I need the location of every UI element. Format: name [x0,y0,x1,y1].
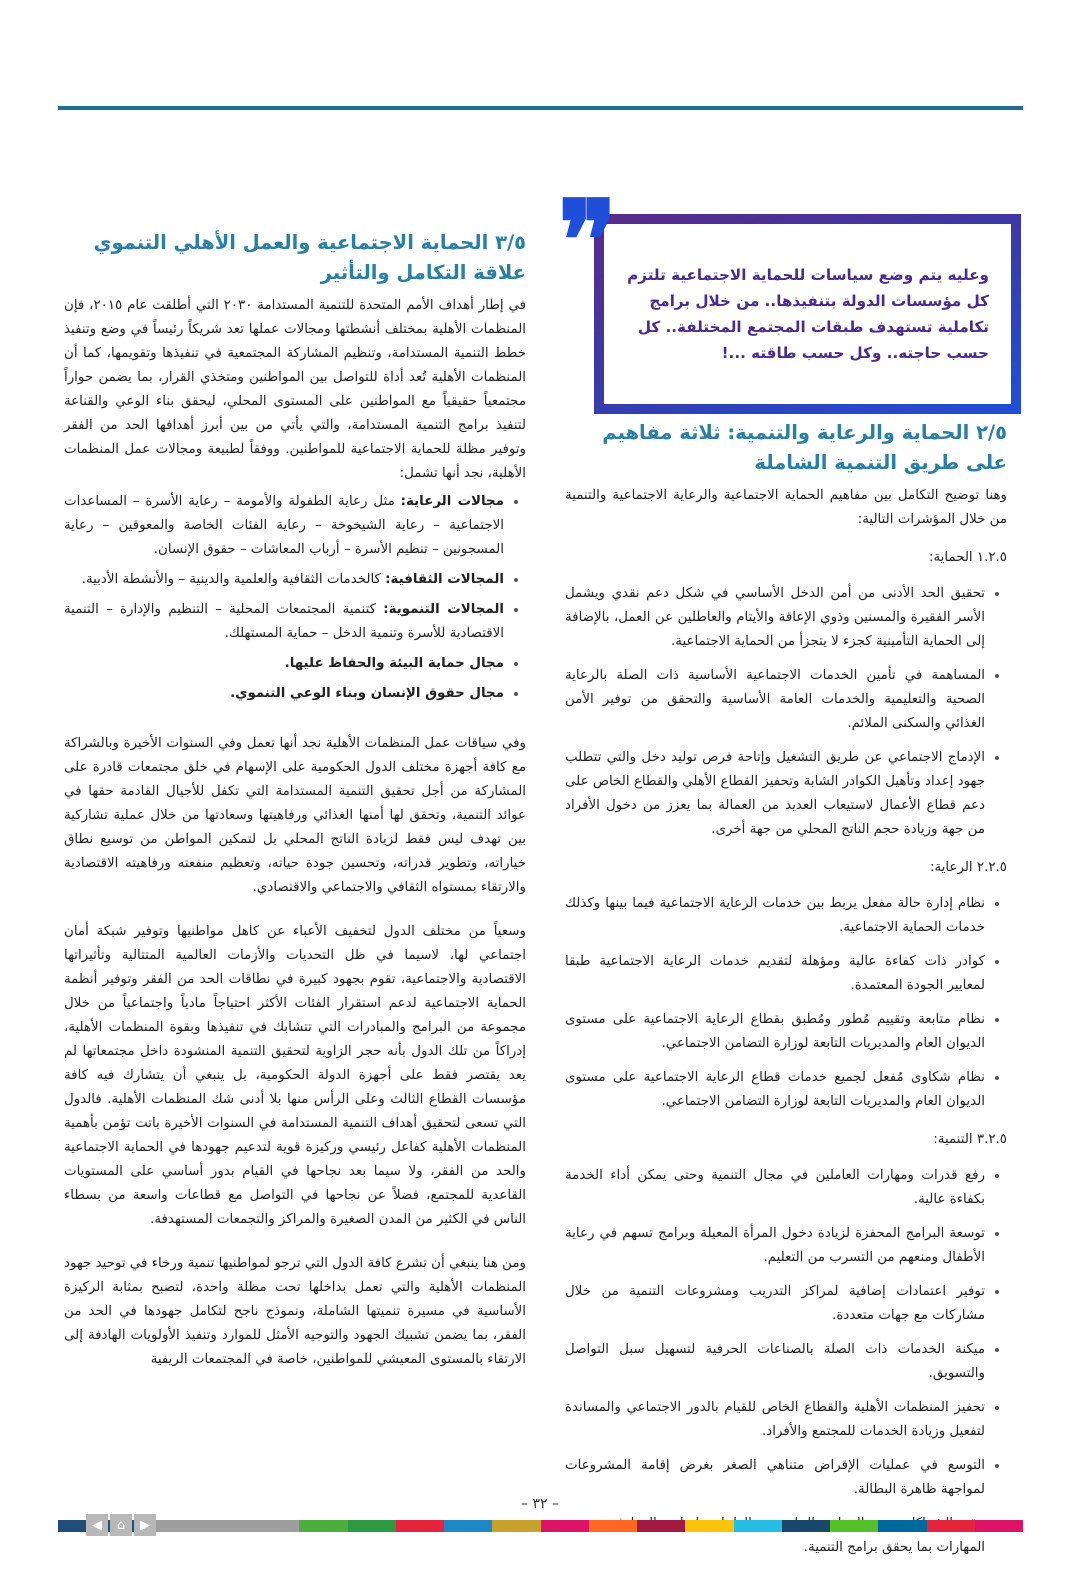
protection-list [565,582,1007,842]
footer-color-segment [975,1520,1023,1532]
field-text: مثل رعاية الطفولة والأمومة – رعاية الأسرة – المساعدات الاجتماعية – رعاية الشيخوخة – رعاية الفئات الخاصة والمعوقين – رعاية المسجونين – تنظيم الأسرة – أرباب المعاشات – حقوق الإنسان. [64,494,504,557]
top-rule [58,106,1023,110]
right-column [565,418,1007,1570]
footer-color-segment [492,1520,540,1532]
footer-color-segment [299,1520,347,1532]
section-heading-3-5: ٣/٥ الحماية الاجتماعية والعمل الأهلي التنموي علاقة التكامل والتأثير [93,231,526,284]
field-text: كالخدمات الثقافية والعلمية والدينية – والأنشطة الأدبية. [81,572,386,587]
list-item [64,682,504,706]
list-item: • نظام إدارة حالة مفعل يربط بين خدمات الرعاية الاجتماعية فيما بينها وكذلك خدمات الحماية الاجتماعية. [565,892,985,940]
prev-page-button[interactable]: ◀ [86,1514,108,1536]
field-label: مجالات الرعاية: [400,494,504,509]
footer-color-segment [830,1520,878,1532]
footer-color-segment [878,1520,926,1532]
list-item [64,652,504,676]
footer-color-segment [637,1520,685,1532]
list-item: • كوادر ذات كفاءة عالية ومؤهلة لتقديم خدمات الرعاية الاجتماعية طبقا لمعايير الجودة المعتمدة. [565,950,985,998]
list-item: • تحقيق الحد الأدنى من أمن الدخل الأساسي في شكل دعم نقدي ويشمل الأسر الفقيرة والمسنين وذوي الإعاقة والأيتام والعاطلين عن العمل، بالإضافة إلى الحماية التأمينية كجزء لا يتجزأ من الحماية الاجتماعية. [565,582,985,654]
list-item: • المهارات بما يحقق برامج التنمية. [565,1512,985,1560]
quote-mark-icon: ❞ [558,176,618,305]
field-label: المجالات الثقافية: [385,572,504,587]
footer-color-segment [251,1520,299,1532]
list-item [64,598,504,646]
list-item: • المساهمة في تأمين الخدمات الاجتماعية الأساسية ذات الصلة بالرعاية الصحية والتعليمية والخدمات العامة الأساسية والتحقق من توفير الأمن الغذائي والسكنى الملائم. [565,664,985,736]
footer-color-segment [782,1520,830,1532]
page-nav [86,1514,156,1536]
footer-color-segment [155,1520,203,1532]
home-button[interactable]: ⌂ [110,1514,132,1536]
field-label: مجال حماية البيئة والحفاظ عليها. [284,656,504,671]
field-label: مجال حقوق الإنسان وبناء الوعي التنموي. [230,686,504,701]
list-item: • توفير اعتمادات إضافية لمراكز التدريب ومشروعات التنمية من خلال مشاركات مع جهات متعددة. [565,1280,985,1328]
list-item: • رفع قدرات ومهارات العاملين في مجال التنمية وحتى يمكن أداء الخدمة بكفاءة عالية. [565,1164,985,1212]
list-item: • نظام شكاوى مُفعل لجميع خدمات قطاع الرعاية الاجتماعية على مستوى الديوان العام والمديريات التابعة لوزارة التضامن الاجتماعي. [565,1066,985,1114]
footer-color-segment [541,1520,589,1532]
left-column [64,228,526,1372]
paragraph-2: وفي سياقات عمل المنظمات الأهلية نجد أنها تعمل وفي السنوات الأخيرة وبالشراكة مع كافة أجهزة مختلف الدول الحكومية على الإسهام في خلق مجتمعات قادرة على المشاركة من أجل تحقيق التنمية المستدامة التي تكفل للأجيال القادمة حقها في عوائد التنمية، وتحقق لها أمنها الغذائي ورفاهيتها وسعادتها من خلال عملية تشاركية بين تهدف ليس فقط لزيادة الناتج المحلي بل لتمكين المواطن من توسيع نطاق خياراته، وتطوير قدراته، وتحسين جودة حياته، وتعظيم منفعته ورفاهيته الاقتصادية والارتقاء بمستواه الثقافي والاجتماعي والاقتصادي. [64,736,526,895]
paragraph-3: وسعياً من مختلف الدول لتخفيف الأعباء عن كاهل مواطنيها وتوفير شبكة أمان اجتماعي لها، لاسيما في ظل التحديات والأزمات العالمية المتتالية وتأثيراتها الاقتصادية والاجتماعية، تقوم بجهود كبيرة في نطاقات الحد من الفقر وتوفير أنظمة الحماية الاجتماعية لدعم استقرار الفئات الأكثر احتياجاً مادياً واجتماعياً من خلال مجموعة من البرامج والمبادرات التي تتشابك في تنفيذها وبقوة المنظمات الأهلية، إدراكاً من تلك الدول بأنه حجر الزاوية لتحقيق التنمية المنشودة داخل مجتمعاتها لم يعد يقتصر فقط على أجهزة الدولة الحكومية، بل ينبغي أن يتشارك فيه كافة مؤسسات القطاع الثالث وعلى الرأس منها بلا أدنى شك المنظمات الأهلية. فالدول التي تسعى لتحقيق أهداف التنمية المستدامة في السنوات الأخيرة باتت تؤمن بأهمية المنظمات الأهلية كفاعل رئيسي وركيزة قوية لتدعيم جهودها في الحماية الاجتماعية والحد من الفقر، ولا سيما بعد نجاحها في القيام بدور أساسي على المستويات القاعدية للمجتمع، فضلاً عن نجاحها في التواصل مع قطاعات واسعة من بسطاء الناس في الكثير من المدن الصغيرة والمراكز والتجمعات المستهدفة. [64,924,526,1227]
footer-color-segment [734,1520,782,1532]
footer-color-bar [58,1520,1023,1532]
footer-color-segment [348,1520,396,1532]
fields-list [64,490,526,706]
page-number: – ٣٢ – [521,1496,559,1512]
list-item: • ميكنة الخدمات ذات الصلة بالصناعات الحرفية لتسهيل سبل التواصل والتسويق. [565,1338,985,1386]
next-page-button[interactable]: ▶ [134,1514,156,1536]
footer-color-segment [685,1520,733,1532]
care-list [565,892,1007,1114]
field-label: المجالات التنموية: [383,602,504,617]
list-item: • التوسع في عمليات الإقراض متناهي الصغر بغرض إقامة المشروعات لمواجهة ظاهرة البطالة. [565,1454,985,1502]
footer-color-segment [927,1520,975,1532]
list-item: • نظام متابعة وتقييم مُطور ومُطبق بقطاع الرعاية الاجتماعية على مستوى الديوان العام والمديريات التابعة لوزارة التضامن الاجتماعي. [565,1008,985,1056]
field-text: كتنمية المجتمعات المحلية – التنظيم والإدارة – التنمية الاقتصادية للأسرة وتنمية الدخل – حماية المستهلك. [64,602,504,641]
quote-box [594,214,1021,414]
paragraph-4: ومن هنا ينبغي أن تشرع كافة الدول التي ترجو لمواطنيها تنمية ورخاء في توحيد جهود المنظمات الأهلية والتي تعمل بداخلها تحت مظلة واحدة، لتصبح بمثابة الركيزة الأساسية في مسيرة تنميتها الشاملة، ونموذج ناجح لتكامل جهودها في الحد من الفقر، بما يضمن تشبيك الجهود والتوجيه الأمثل للموارد وتنفيذ الأولويات الهادفة إلى الارتقاء بالمستوى المعيشي للمواطنين، خاصة في المجتمعات الريفية [64,1256,526,1367]
list-item: • تحفيز المنظمات الأهلية والقطاع الخاص للقيام بالدور الاجتماعي والمساندة لتفعيل وزيادة الخدمات للمجتمع والأفراد. [565,1396,985,1444]
paragraph-1: في إطار أهداف الأمم المتحدة للتنمية المستدامة ٢٠٣٠ التي أطلقت عام ٢٠١٥، فإن المنظمات الأهلية بمختلف أنشطتها ومجالات عملها تعد شريكاً رئيساً في وضع وتنفيذ خطط التنمية المستدامة، وتنظيم المشاركة المجتمعية في تنفيذها وتقويمها، كما أن المنظمات الأهلية تُعد أداة للتواصل بين المواطنين ومتخذي القرار، بما يضمن حواراً مجتمعياً حقيقياً مع المواطنين على المستوى المحلي، ليحقق بناء الوعي والقناعة لتنفيذ برامج التنمية المستدامة، والتي يأتي من بين أبرز أهدافها الحد من الفقر وتوفير مظلة للحماية الاجتماعية للمواطنين. ووفقاً لطبيعة ومجالات عمل المنظمات الأهلية، نجد أنها تشمل: [64,298,527,481]
quote-text: وعليه يتم وضع سياسات للحماية الاجتماعية تلتزم كل مؤسسات الدولة بتنفيذها.. من خلال برامج تكاملية تستهدف طبقات المجتمع المختلفة.. كل حسب حاجته.. وكل حسب طاقته ...! [627,266,989,362]
development-title: ٣.٢.٥ التنمية: [933,1132,1007,1147]
footer-color-segment [444,1520,492,1532]
intro-paragraph: وهنا توضيح التكامل بين مفاهيم الحماية الاجتماعية والرعاية الاجتماعية والتنمية من خلال المؤشرات التالية: [565,488,1007,527]
footer-color-segment [396,1520,444,1532]
quote-box-inner [604,224,1011,404]
protection-title: ١.٢.٥ الحماية: [928,550,1007,565]
list-item [64,568,504,592]
list-item: • الإدماج الاجتماعي عن طريق التشغيل وإتاحة فرص توليد دخل والتي تتطلب جهود إعداد وتأهيل الكوادر الشابة وتحفيز القطاع الأهلي والقطاع الخاص على دعم قطاع الأعمال لاستيعاب العديد من العمالة بما يعزز من دخول الأفراد من جهة وزيادة حجم الناتج المحلي من جهة أخرى. [565,746,985,842]
footer-color-segment [589,1520,637,1532]
section-heading-2-5: ٢/٥ الحماية والرعاية والتنمية: ثلاثة مفاهيم على طريق التنمية الشاملة [602,421,1007,474]
care-title: ٢.٢.٥ الرعاية: [929,860,1007,875]
footer-color-segment [203,1520,251,1532]
list-item: • توسعة البرامج المحفزة لزيادة دخول المرأة المعيلة وبرامج تسهم في رعاية الأطفال ومنعهم من التسرب من التعليم. [565,1222,985,1270]
list-item [64,490,504,562]
